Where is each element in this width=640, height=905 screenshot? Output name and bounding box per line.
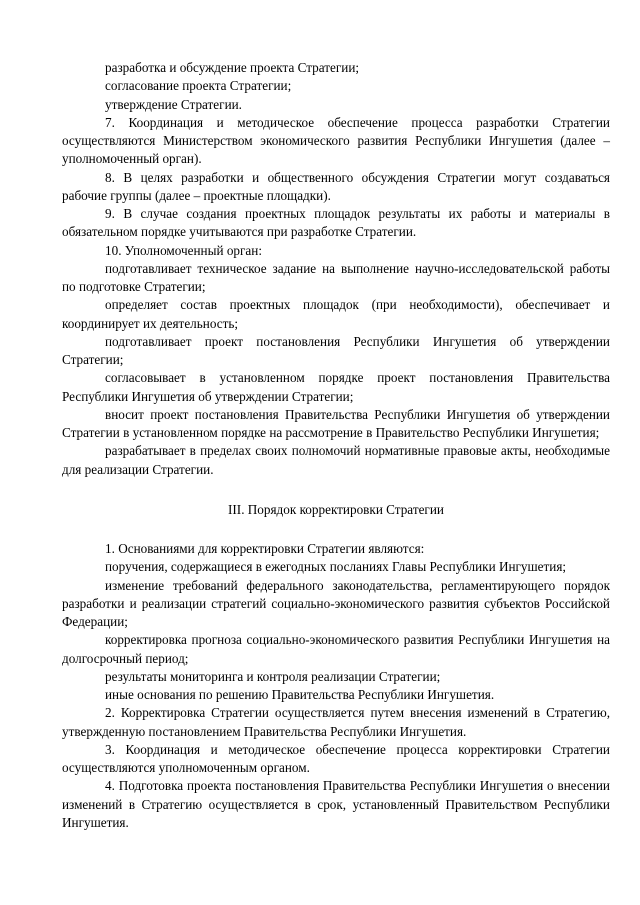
paragraph: 7. Координация и методическое обеспечение процесса разработки Стратегии осуществляются Министерством экономического развития Республики Ингушетия (далее – уполномоченный орган).: [62, 114, 610, 167]
paragraph: 10. Уполномоченный орган:: [105, 242, 262, 258]
paragraph: согласование проекта Стратегии;: [105, 78, 292, 94]
paragraph: 4. Подготовка проекта постановления Правительства Республики Ингушетия о внесении изменений в Стратегию осуществляется в срок, установленный Правительством Республики Ингушетия.: [62, 778, 610, 830]
paragraph: разработка и обсуждение проекта Стратегии;: [105, 60, 360, 75]
paragraph: определяет состав проектных площадок (при необходимости), обеспечивает и координирует их деятельность;: [62, 297, 610, 331]
paragraph: 8. В целях разработки и общественного обсуждения Стратегии могут создаваться рабочие группы (далее – проектные площадки).: [62, 169, 610, 203]
paragraph: разрабатывает в пределах своих полномочий нормативные правовые акты, необходимые для реализации Стратегии.: [62, 443, 610, 477]
paragraph: результаты мониторинга и контроля реализации Стратегии;: [105, 668, 441, 684]
paragraph: подготавливает проект постановления Республики Ингушетия об утверждении Стратегии;: [62, 333, 610, 367]
paragraph: корректировка прогноза социально-экономического развития Республики Ингушетия на долгосрочный период;: [62, 632, 610, 666]
paragraph: согласовывает в установленном порядке проект постановления Правительства Республики Ингушетия об утверждении Стратегии;: [62, 370, 610, 404]
paragraph: подготавливает техническое задание на выполнение научно-исследовательской работы по подготовке Стратегии;: [62, 260, 610, 294]
document-page: [62, 59, 610, 832]
paragraph: изменение требований федерального законодательства, регламентирующего порядок разработки и реализации стратегий социально-экономического развития субъектов Российской Федерации;: [62, 577, 610, 629]
paragraph: 1. Основаниями для корректировки Стратегии являются:: [105, 541, 425, 556]
paragraph: иные основания по решению Правительства Республики Ингушетия.: [105, 687, 495, 702]
paragraph: 9. В случае создания проектных площадок результаты их работы и материалы в обязательном порядке учитываются при разработке Стратегии.: [62, 206, 610, 240]
paragraph: вносит проект постановления Правительства Республики Ингушетия об утверждении Стратегии в установленном порядке на рассмотрение в Правительство Республики Ингушетия;: [62, 406, 610, 440]
paragraph: 3. Координация и методическое обеспечение процесса корректировки Стратегии осуществляются уполномоченным органом.: [62, 741, 610, 775]
paragraph: 2. Корректировка Стратегии осуществляется путем внесения изменений в Стратегию, утвержденную постановлением Правительства Республики Ингушетия.: [62, 705, 610, 739]
paragraph: утверждение Стратегии.: [105, 96, 242, 112]
paragraph: поручения, содержащиеся в ежегодных посланиях Главы Республики Ингушетия;: [105, 559, 567, 575]
section-heading: III. Порядок корректировки Стратегии: [228, 501, 444, 517]
